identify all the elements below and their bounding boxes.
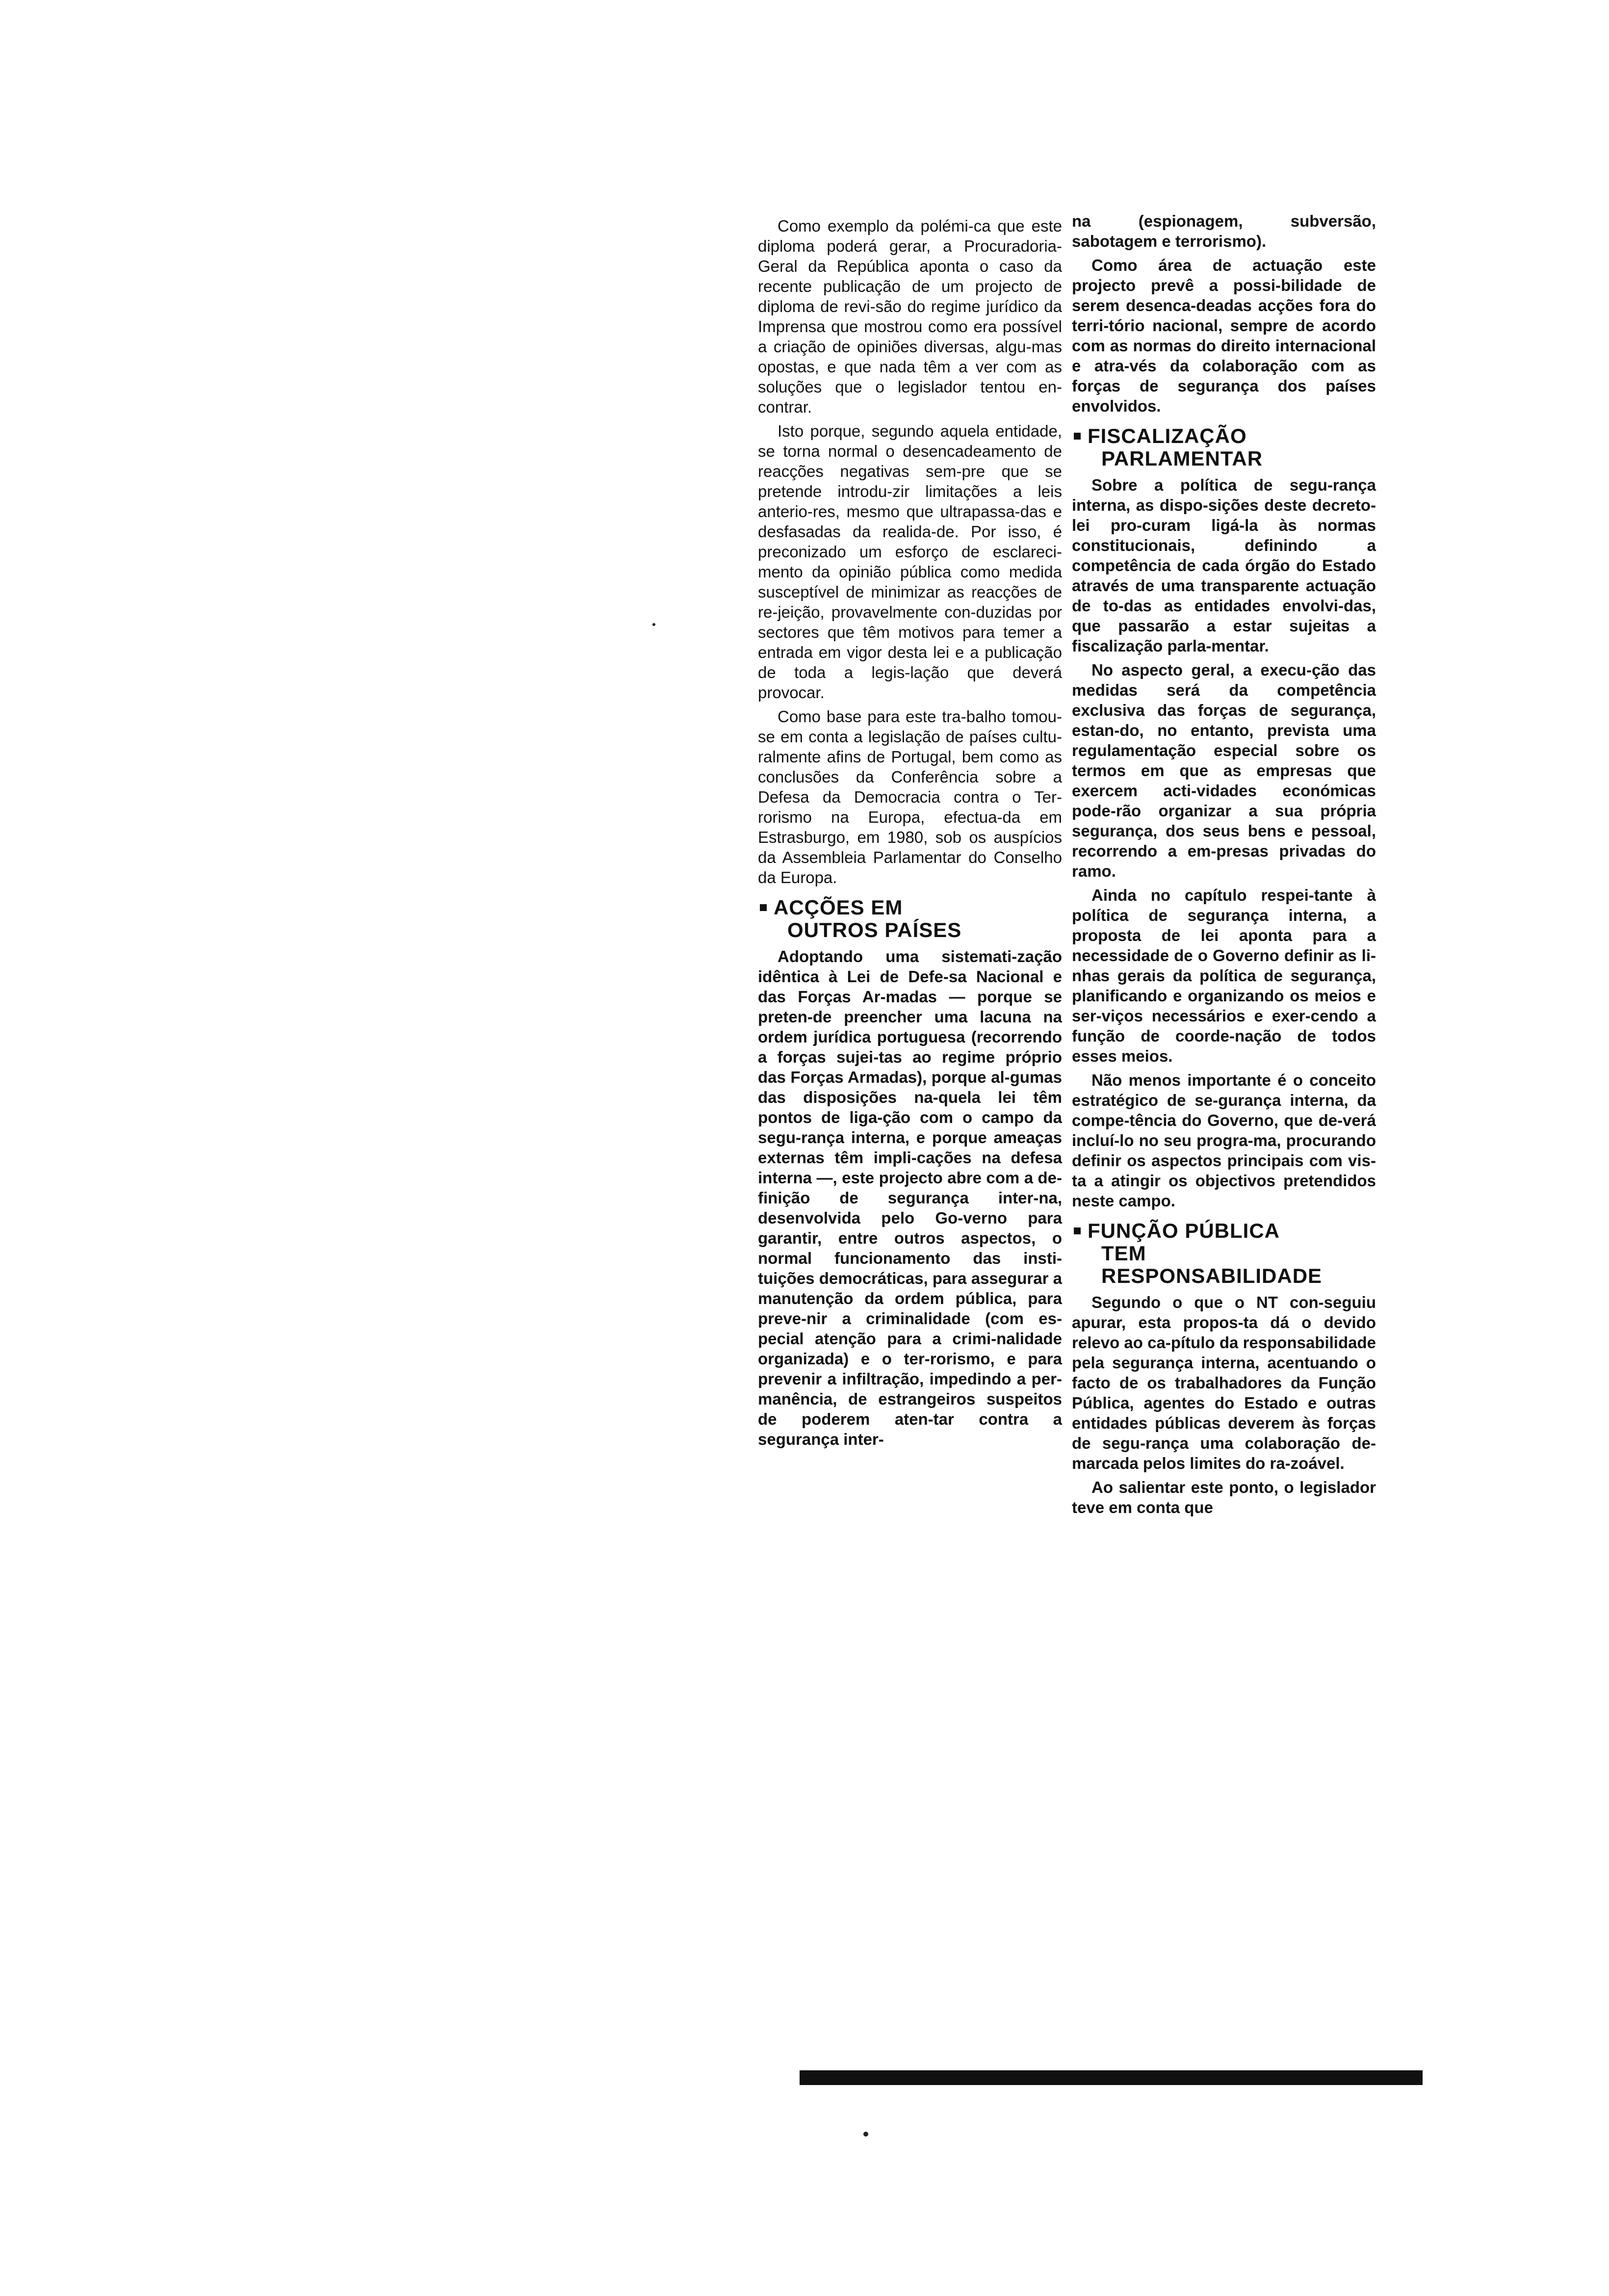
paragraph: Segundo o que o NT con-seguiu apurar, esta propos-ta dá o devido relevo ao ca-pítulo da responsabilidade pela segurança interna, acentuando o facto de os trabalhadores da Função Pública, agentes do Estado e outras entidades públicas deverem às forças de segu-rança uma colaboração de-marcada pelos limites do ra-zoável.: [1072, 1293, 1376, 1472]
heading-line: TEM: [1101, 1242, 1146, 1265]
section-heading: [1072, 1220, 1376, 1287]
heading-line: RESPONSABILIDADE: [1101, 1264, 1323, 1287]
paragraph: Não menos importante é o conceito estratégico de se-gurança interna, da compe-tência do Governo, que de-verá incluí-lo no seu progra-ma, procurando definir os aspectos principais com vis-ta a atingir os objectivos pretendidos neste campo.: [1072, 1071, 1376, 1210]
heading-line: PARLAMENTAR: [1101, 447, 1263, 470]
section-heading: [758, 896, 1062, 941]
paragraph: Como área de actuação este projecto prevê a possi-bilidade de serem desenca-deadas acções fora do terri-tório nacional, sempre de acordo com as normas do direito internacional e atra-vés da colaboração com as forças de segurança dos países envolvidos.: [1072, 256, 1376, 415]
paragraph: Ainda no capítulo respei-tante à política de segurança interna, a proposta de lei aponta para a necessidade de o Governo definir as li-nhas gerais da política de segurança, planificando e organizando os meios e ser-viços necessários e exer-cendo a função de coorde-nação de todos esses meios.: [1072, 886, 1376, 1065]
left-column: [758, 216, 1062, 1453]
bottom-rule: [800, 2070, 1423, 2085]
paragraph: Adoptando uma sistemati-zação idêntica à Lei de Defe-sa Nacional e das Forças Ar-madas — porque se preten-de preencher uma lacuna na ordem jurídica portuguesa (recorrendo a forças sujei-tas ao regime próprio das Forças Armadas), porque al-gumas das disposições na-quela lei têm pontos de liga-ção com o campo da segu-rança interna, e porque ameaças externas têm impli-cações na defesa interna —, este projecto abre com a de-finição de segurança inter-na, desenvolvida pelo Go-verno para garantir, entre outros aspectos, o normal funcionamento das insti-tuições democráticas, para assegurar a manutenção da ordem pública, para preve-nir a criminalidade (com es-pecial atenção para a crimi-nalidade organizada) e o ter-rorismo, e para prevenir a infiltração, impedindo a per-manência, de estrangeiros suspeitos de poderem aten-tar contra a segurança inter-: [758, 947, 1062, 1448]
paragraph: Isto porque, segundo aquela entidade, se torna normal o desencadeamento de reacções negativas sem-pre que se pretende introdu-zir limitações a leis anterio-res, mesmo que ultrapassa-das e desfasadas da realida-de. Por isso, é preconizado um esforço de esclareci-mento da opinião pública como medida susceptível de minimizar as reacções de re-jeição, provavelmente con-duzidas por sectores que têm motivos para temer a entrada em vigor desta lei e a publicação de toda a legis-lação que deverá provocar.: [758, 422, 1062, 702]
heading-line: OUTROS PAÍSES: [787, 918, 962, 941]
newspaper-clipping: [758, 212, 1420, 2296]
bullet-icon: [1074, 433, 1081, 440]
bullet-icon: [1074, 1227, 1081, 1234]
heading-line: FUNÇÃO PÚBLICA: [1088, 1219, 1280, 1242]
paragraph: Como base para este tra-balho tomou-se em conta a legislação de países cultu-ralmente afins de Portugal, bem como as conclusões da Conferência sobre a Defesa da Democracia contra o Ter-rorismo na Europa, efectua-da em Estrasburgo, em 1980, sob os auspícios da Assembleia Parlamentar do Conselho da Europa.: [758, 707, 1062, 887]
paragraph: na (espionagem, subversão, sabotagem e terrorismo).: [1072, 212, 1376, 250]
paragraph: No aspecto geral, a execu-ção das medidas será da competência exclusiva das forças de segurança, estan-do, no entanto, prevista uma regulamentação especial sobre os termos em que as empresas que exercem acti-vidades económicas pode-rão organizar a sua própria segurança, dos seus bens e pessoal, recorrendo a em-presas privadas do ramo.: [1072, 661, 1376, 880]
heading-line: FISCALIZAÇÃO: [1088, 424, 1247, 447]
section-heading: [1072, 425, 1376, 470]
scan-speck: [863, 2132, 868, 2137]
scan-speck: [652, 623, 655, 626]
heading-line: ACÇÕES EM: [774, 896, 903, 919]
paragraph: Sobre a política de segu-rança interna, as dispo-sições deste decreto-lei pro-curam ligá-la às normas constitucionais, definindo a competência de cada órgão do Estado através de uma transparente actuação de to-das as entidades envolvi-das, que passarão a estar sujeitas a fiscalização parla-mentar.: [1072, 476, 1376, 655]
paragraph: Ao salientar este ponto, o legislador teve em conta que: [1072, 1478, 1376, 1516]
bullet-icon: [760, 904, 767, 911]
paragraph: Como exemplo da polémi-ca que este diploma poderá gerar, a Procuradoria-Geral da República aponta o caso da recente publicação de um projecto de diploma de revi-são do regime jurídico da Imprensa que mostrou como era possível a criação de opiniões diversas, algu-mas opostas, e que nada têm a ver com as soluções que o legislador tentou en-contrar.: [758, 217, 1062, 416]
right-column: [1072, 211, 1376, 1521]
